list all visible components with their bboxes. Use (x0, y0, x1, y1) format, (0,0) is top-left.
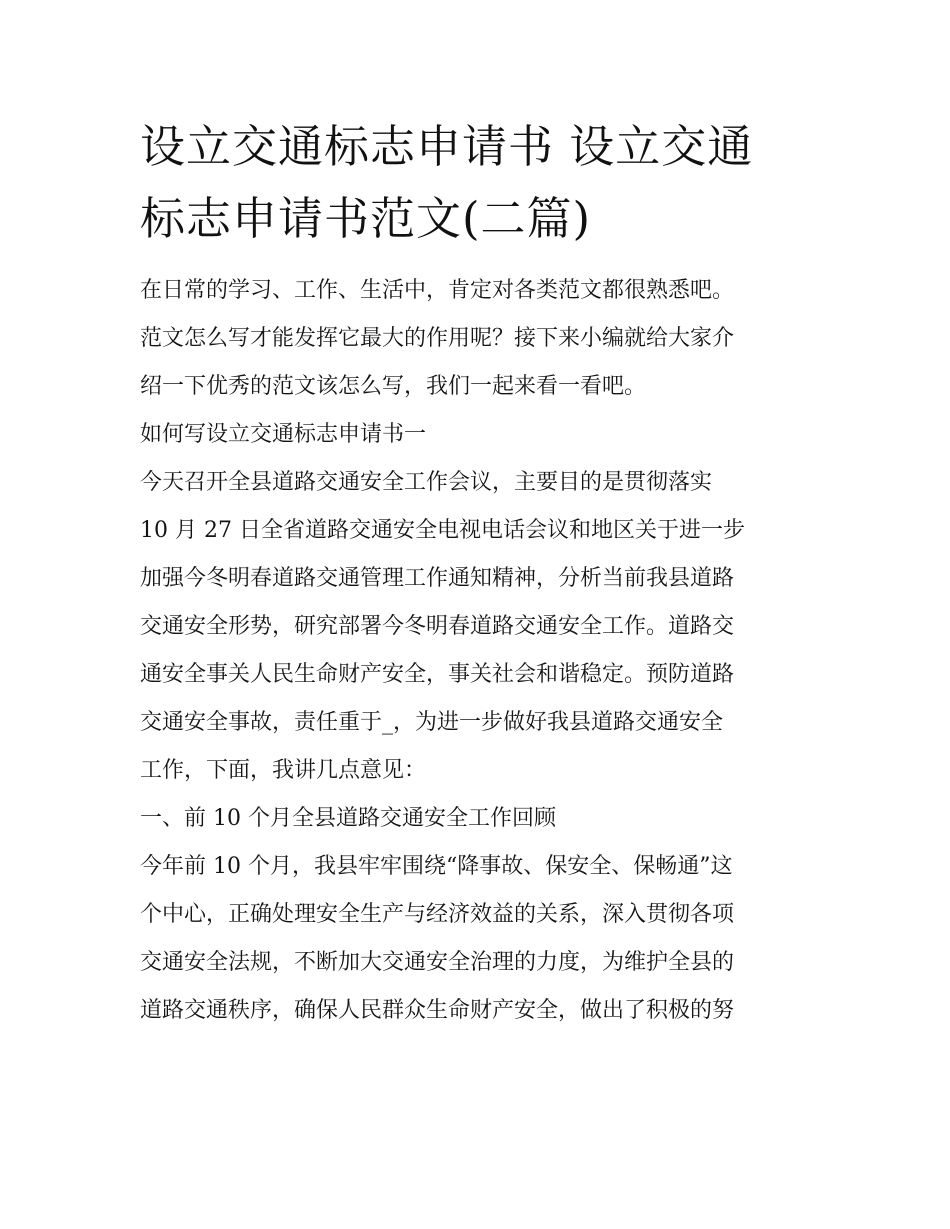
title-line: 标志申请书范文(二篇) (140, 192, 592, 245)
body-line: 交通安全事故，责任重于_，为进一步做好我县道路交通安全 (140, 710, 724, 735)
title-line: 设立交通标志申请书 设立交通 (140, 120, 754, 173)
body-line: 道路交通秩序，确保人民群众生命财产安全，做出了积极的努 (140, 998, 735, 1023)
body-line: 交通安全法规，不断加大交通安全治理的力度，为维护全县的 (140, 950, 735, 975)
body-line: 个中心，正确处理安全生产与经济效益的关系，深入贯彻各项 (140, 902, 735, 927)
body-line: 工作，下面，我讲几点意见： (140, 758, 427, 783)
body-line: 交通安全形势，研究部署今冬明春道路交通安全工作。道路交 (140, 614, 735, 639)
body-line: 今年前 10 个月，我县牢牢围绕“降事故、保安全、保畅通”这 (140, 854, 733, 879)
body-line: 10 月 27 日全省道路交通安全电视电话会议和地区关于进一步 (140, 518, 745, 543)
section-heading: 如何写设立交通标志申请书一 (140, 422, 427, 447)
body-line: 在日常的学习、工作、生活中，肯定对各类范文都很熟悉吧。 (140, 278, 735, 303)
body-line: 今天召开全县道路交通安全工作会议，主要目的是贯彻落实 (140, 470, 713, 495)
document-title (140, 111, 820, 255)
body-line: 范文怎么写才能发挥它最大的作用呢？接下来小编就给大家介 (140, 326, 735, 351)
body-line: 绍一下优秀的范文该怎么写，我们一起来看一看吧。 (140, 374, 647, 399)
body-line: 通安全事关人民生命财产安全，事关社会和谐稳定。预防道路 (140, 662, 735, 687)
document-content (140, 111, 820, 1035)
document-body (140, 267, 820, 1035)
section-heading: 一、前 10 个月全县道路交通安全工作回顾 (140, 806, 556, 831)
body-line: 加强今冬明春道路交通管理工作通知精神，分析当前我县道路 (140, 566, 735, 591)
